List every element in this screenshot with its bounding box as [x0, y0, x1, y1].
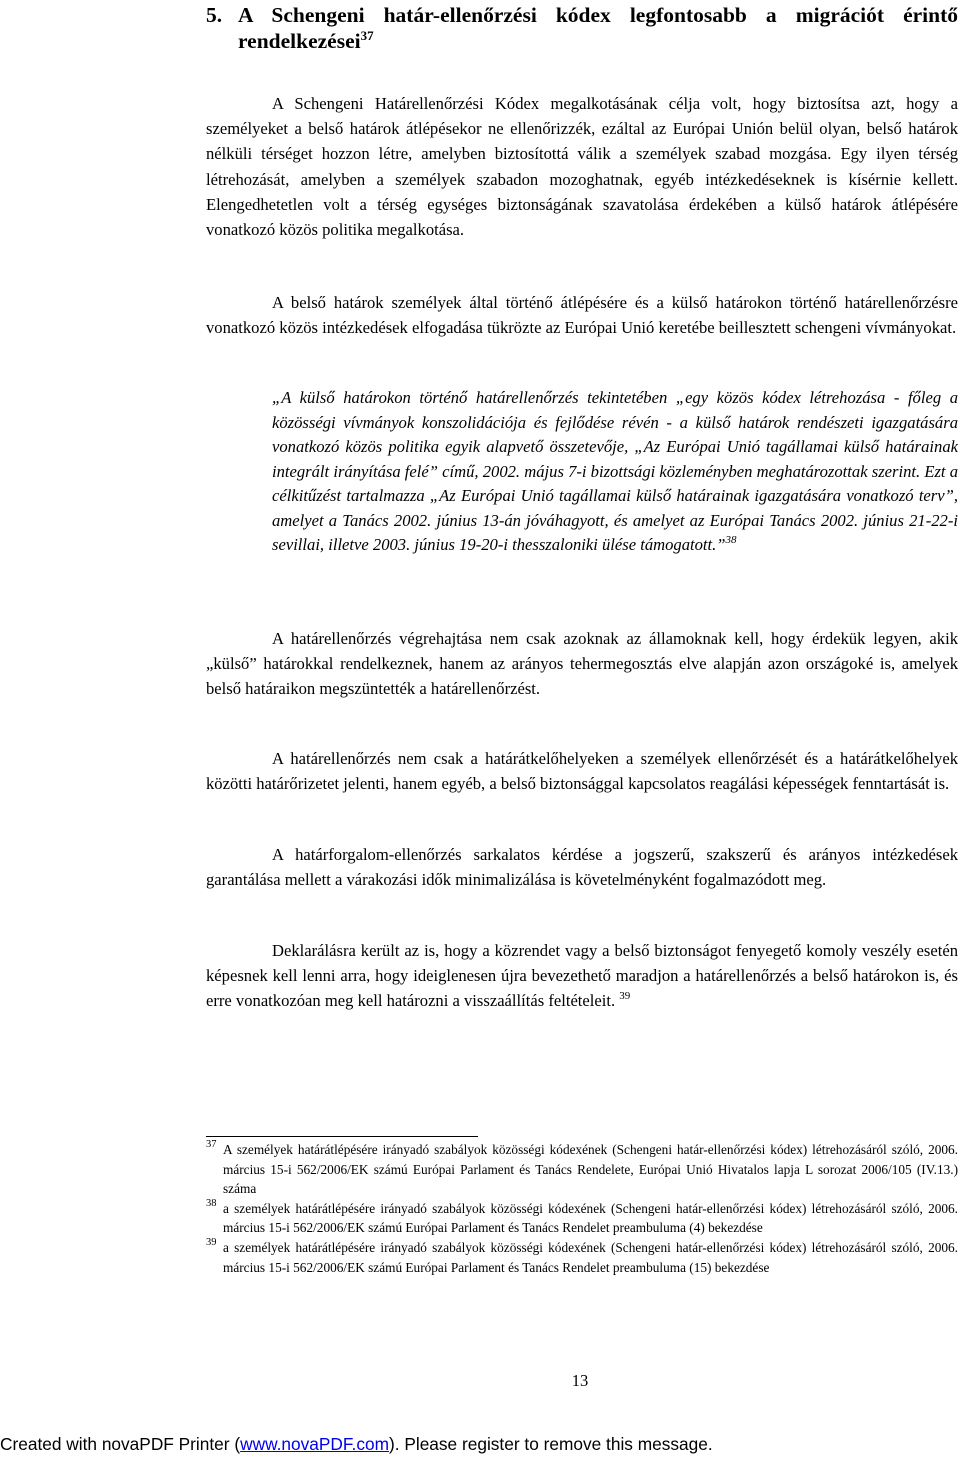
footnote-mark: 38: [206, 1197, 217, 1209]
paragraph-6: [206, 938, 958, 1016]
quote-text: „A külső határokon történő határellenőrzés tekintetében „egy közös kódex létrehozása - főleg a közösségi vívmányok konszolidációja és fejlődése révén - a külső határok rendészeti igazgatására vonatkozó közös politika egyik alapvető összetevője, „Az Európai Unió tagállamai külső határainak integrált irányítása felé” című, 2002. május 7-i bizottsági közleményben meghatározottak szerint. Ezt a célkitűzést tartalmazza „Az Európai Unió tagállamai külső határainak igazgatására vonatkozó terv”, amelyet a Tanács 2002. június 13-án jóváhagyott, és amelyet az Európai Tanács 2002. június 21-22-i sevillai, illetve 2003. június 19-20-i thesszaloniki ülése támogatott.”: [272, 388, 958, 554]
footnote-37: [206, 1140, 958, 1199]
footnote-ref-39[interactable]: 39: [619, 990, 631, 1002]
paragraph-2: A belső határok személyek által történő átlépésére és a külső határokon történő határellenőrzésre vonatkozó közös intézkedések elfogadása tükrözte az Európai Unió keretébe beillesztett schengeni vívmányokat.: [206, 293, 958, 337]
section-heading: [206, 2, 958, 57]
section-title: A Schengeni határ-ellenőrzési kódex legfontosabb a migrációt érintő rendelkezései: [238, 3, 958, 53]
section-number: 5.: [206, 3, 223, 27]
footnote-text: a személyek határátlépésére irányadó szabályok közösségi kódexének (Schengeni határ-ellenőrzési kódex) létrehozásáról szóló, 2006. március 15-i 562/2006/EK számú Európai Parlament és Tanács Rendelet preambuluma (15) bekezdése: [223, 1239, 958, 1275]
banner-suffix: ). Please register to remove this message.: [388, 1434, 713, 1454]
watermark-banner: [0, 1433, 960, 1455]
footnote-text: a személyek határátlépésére irányadó szabályok közösségi kódexének (Schengeni határ-ellenőrzési kódex) létrehozásáról szóló, 2006. március 15-i 562/2006/EK számú Európai Parlament és Tanács Rendelet preambuluma (4) bekezdése: [223, 1200, 958, 1236]
paragraph-4: A határellenőrzés nem csak a határátkelőhelyeken a személyek ellenőrzését és a határátkelőhelyek közötti határőrizetet jelenti, hanem egyéb, a belső biztonsággal kapcsolatos reagálási képességek fenntartását is.: [206, 749, 958, 793]
footnote-ref-37[interactable]: 37: [360, 28, 374, 43]
page-number: 13: [571, 1371, 589, 1390]
quoted-block: [272, 386, 958, 560]
footnote-separator: [206, 1136, 478, 1137]
paragraph-3: A határellenőrzés végrehajtása nem csak azoknak az államoknak kell, hogy érdekük legyen, akik „külső” határokkal rendelkeznek, hanem az arányos tehermegosztás elve alapján azon országoké is, amelyek belső határaikon megszüntették a határellenőrzést.: [206, 629, 958, 698]
footnotes: [206, 1140, 958, 1277]
footnote-39: [206, 1238, 958, 1277]
footnote-38: [206, 1199, 958, 1238]
footnote-text: A személyek határátlépésére irányadó szabályok közösségi kódexének (Schengeni határ-ellenőrzési kódex) létrehozásáról szóló, 2006. március 15-i 562/2006/EK számú Európai Parlament és Tanács Rendelete, Európai Unió Hivatalos lapja L sorozat 2006/105 (IV.13.) száma: [223, 1142, 958, 1197]
banner-link[interactable]: www.novaPDF.com: [240, 1434, 389, 1454]
footnote-mark: 39: [206, 1236, 217, 1248]
footnote-ref-38[interactable]: 38: [725, 534, 737, 546]
banner-prefix: Created with novaPDF Printer (: [0, 1434, 241, 1454]
paragraph-5: A határforgalom-ellenőrzés sarkalatos kérdése a jogszerű, szakszerű és arányos intézkedések garantálása mellett a várakozási idők minimalizálása is követelményként fogalmazódott meg.: [206, 845, 958, 889]
paragraph-6-text: Deklarálásra került az is, hogy a közrendet vagy a belső biztonságot fenyegető komoly veszély esetén képesnek kell lenni arra, hogy ideiglenesen újra bevezethető maradjon a határellenőrzés a belső határokon is, és erre vonatkozóan meg kell határozni a visszaállítás feltételeit.: [206, 941, 958, 1010]
footnote-mark: 37: [206, 1139, 217, 1150]
paragraph-1: A Schengeni Határellenőrzési Kódex megalkotásának célja volt, hogy biztosítsa azt, hogy a személyeket a belső határok átlépésekor ne ellenőrizzék, ezáltal az Európai Unión belül olyan, belső határok nélküli térséget hozzon létre, amelyben biztosítottá válik a személyek szabad mozgása. Egy ilyen térség létrehozását, amelyben a személyek szabadon mozoghatnak, egyéb intézkedéseknek is kísérnie kellett. Elengedhetetlen volt a térség egységes biztonságának szavatolása érdekében a külső határok átlépésére vonatkozó közös politika megalkotása.: [206, 94, 958, 240]
